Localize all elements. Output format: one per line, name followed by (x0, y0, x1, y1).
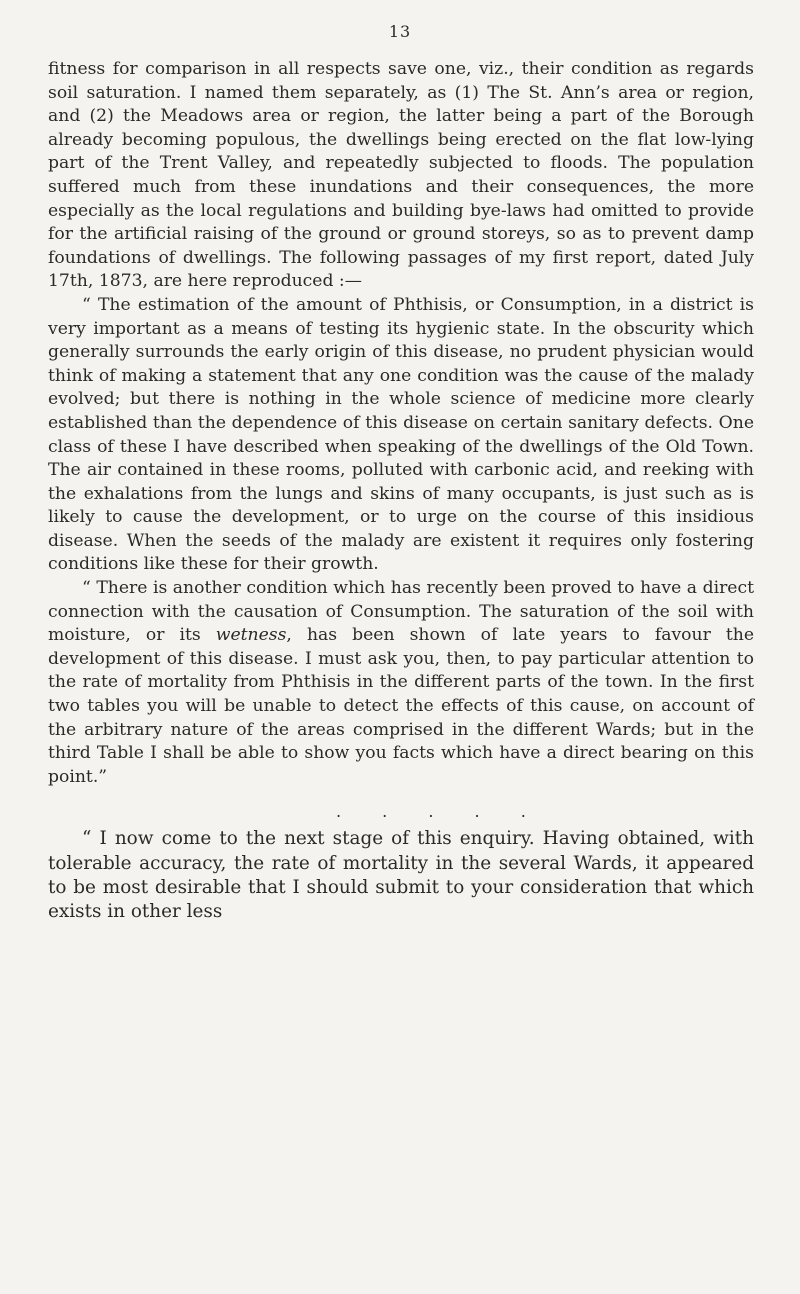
body-text (48, 58, 754, 924)
ellipsis-separator: . . . . . (336, 802, 544, 822)
paragraph-soil-saturation-start: “ There is another condition which has recently been proved to have a direct connection with the causation of Consumption. The saturation of the soil with moisture, or its (48, 578, 754, 646)
emphasized-word-wetness: wetness (215, 625, 287, 646)
paragraph-soil-saturation (48, 577, 754, 789)
paragraph-phthisis-estimation: “ The estimation of the amount of Phthisis, or Consumption, in a district is very important as a means of testing its hygienic state. In the obscurity which generally surrounds the early origin of this disease, no prudent physician would think of making a statement that any one condition was the cause of the malady evolved; but there is nothing in the whole science of medicine more clearly established than the dependence of this disease on certain sanitary defects. One class of these I have described when speaking of the dwellings of the Old Town. The air contained in these rooms, polluted with carbonic acid, and reeking with the exhalations from the lungs and skins of many occupants, is just such as is likely to cause the development, or to urge on the course of this insidious disease. When the seeds of the malady are existent it requires only fostering conditions like these for their growth. (48, 294, 754, 575)
page-number: 13 (388, 22, 412, 41)
paragraph-fitness-comparison: fitness for comparison in all respects save one, viz., their condition as regards soil saturation. I named them separately, as (1) The St. Ann’s area or region, and (2) the Meadows area or region, the latter being a part of the Borough already becoming populous, the dwellings being erected on the flat low-lying part of the Trent Valley, and repeatedly subjected to floods. The population suffered much from these inundations and their consequences, the more especially as the local regulations and building bye-laws had omitted to provide for the artificial raising of the ground or ground storeys, so as to prevent damp foundations of dwellings. The following passages of my first report, dated July 17th, 1873, are here reproduced :— (48, 59, 754, 292)
paragraph-next-stage-enquiry: “ I now come to the next stage of this enquiry. Having obtained, with tolerable accuracy, the rate of mortality in the several Wards, it appeared to be most desirable that I should submit to your consideration that which exists in other less (48, 828, 754, 923)
paragraph-soil-saturation-end: , has been shown of late years to favour the development of this disease. I must ask you, then, to pay particular attention to the rate of mortality from Phthisis in the different parts of the town. In the first two tables you will be unable to detect the effects of this cause, on account of the arbitrary nature of the areas comprised in the different Wards; but in the third Table I shall be able to show you facts which have a direct bearing on this point.” (48, 625, 754, 787)
